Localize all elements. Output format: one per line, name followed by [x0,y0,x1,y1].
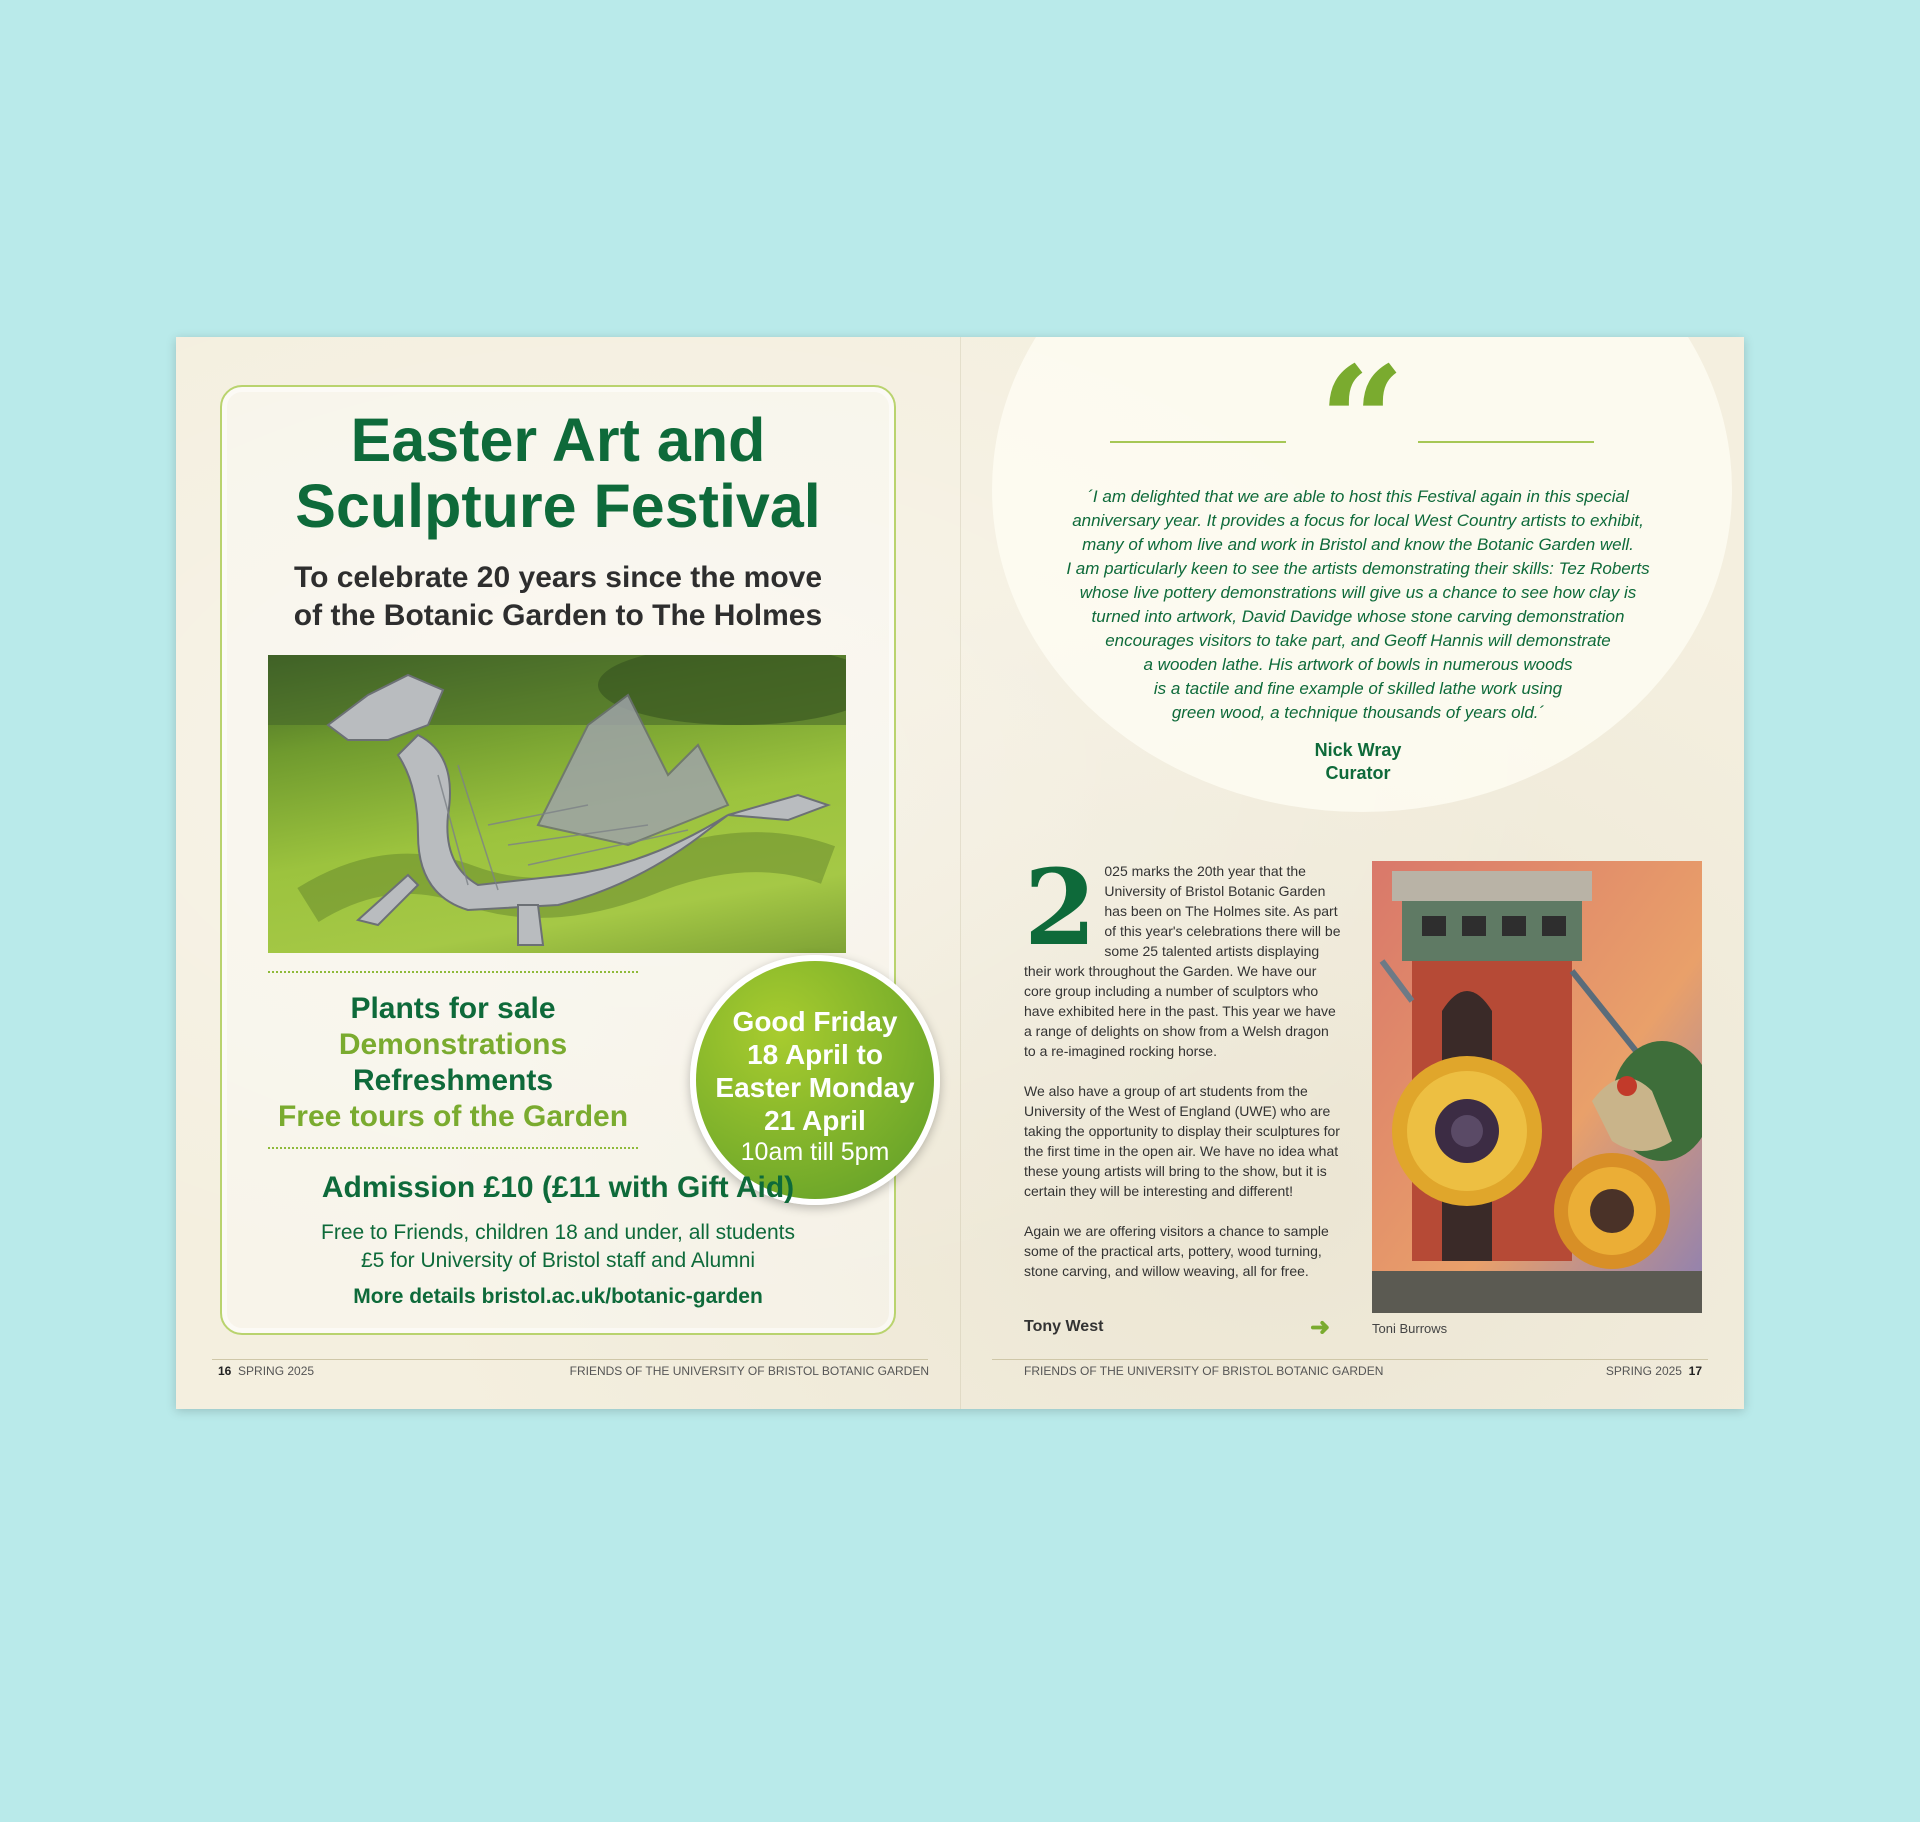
footer-left-page [218,1364,314,1378]
badge-line: Easter Monday [715,1072,915,1103]
subtitle-line-1: To celebrate 20 years since the move [293,561,823,594]
staff-line: £5 for University of Bristol staff and Alumni [360,1249,756,1272]
badge-time: 10am till 5pm [740,1138,890,1166]
issue-label: SPRING 2025 [238,1364,315,1378]
dragon-sculpture-photo [268,655,846,953]
admission-details [222,1219,894,1275]
quote-author-role: Curator [1325,763,1391,783]
quote-rule-left [1110,441,1286,443]
quote-rule-right [1418,441,1594,443]
features-list [248,991,658,1135]
quote-line: encourages visitors to take part, and Geoff Hannis will demonstrate [1105,631,1611,650]
footer-right-title: FRIENDS OF THE UNIVERSITY OF BRISTOL BOTANIC GARDEN [1024,1364,1384,1378]
mosaic-artwork-image [1372,861,1702,1313]
title-line-2: Sculpture Festival [295,472,821,540]
page-number: 16 [218,1364,232,1378]
quote-line: green wood, a technique thousands of years old.´ [1171,703,1545,722]
footer-rule-left [212,1359,928,1360]
page-number: 17 [1688,1364,1702,1378]
quote-line: a wooden lathe. His artwork of bowls in numerous woods [1143,655,1573,674]
feature-item: Refreshments [352,1064,554,1097]
quote-line: whose live pottery demonstrations will give us a chance to see how clay is [1079,583,1637,602]
quote-author-name: Nick Wray [1314,740,1402,760]
paragraph-text: 025 marks the 20th year that the University of Bristol Botanic Garden has been on The Holmes site. As part of this year's celebrations there will be some 25 talented artists displaying their work throughout the Garden. We have our core group including a number of sculptors who have exhibited here in the past. This year we have a range of delights on show from a Welsh dragon to a re-imagined rocking horse. [1024,863,1341,1059]
date-badge [690,955,940,1205]
free-line: Free to Friends, children 18 and under, all students [321,1221,795,1244]
article-byline: Tony West [1024,1318,1104,1335]
quote-line: anniversary year. It provides a focus for local West Country artists to exhibit, [1072,511,1644,530]
title-line-1: Easter Art and [350,406,766,474]
event-panel [220,385,915,1335]
footer-right-page [1476,1364,1702,1378]
arrow-right-icon: ➜ [1310,1314,1331,1341]
curator-quote [1028,485,1688,725]
spine [960,337,961,1409]
quotation-mark-icon: “ [1318,337,1406,510]
feature-item: Free tours of the Garden [277,1100,629,1133]
article-paragraph: We also have a group of art students from the University of the West of England (UWE) who are taking the opportunity to display their sculptures for the first time in the open air. We have no idea what these young artists will bring to the show, but it is certain they will be interesting and different! [1024,1083,1340,1199]
dragon-sculpture-illustration [268,655,846,953]
subtitle-line-2: of the Botanic Garden to The Holmes [293,599,823,632]
badge-line: Good Friday [732,1006,898,1037]
magazine-spread [176,337,1744,1409]
admission-price: Admission £10 (£11 with Gift Aid) [321,1171,795,1204]
quote-line: many of whom live and work in Bristol and know the Botanic Garden well. [1082,535,1634,554]
footer-left-title: FRIENDS OF THE UNIVERSITY OF BRISTOL BOTANIC GARDEN [569,1364,929,1378]
footer-rule-right [992,1359,1708,1360]
divider-bottom [268,1147,638,1149]
issue-label: SPRING 2025 [1605,1364,1682,1378]
festival-subtitle [222,559,894,635]
divider-top [268,971,638,973]
article-paragraph [1024,846,1342,1061]
quote-line: is a tactile and fine example of skilled lathe work using [1153,679,1563,698]
quote-line: turned into artwork, David Davidge whose stone carving demonstration [1091,607,1625,626]
article-paragraph: Again we are offering visitors a chance to sample some of the practical arts, pottery, wood turning, stone carving, and willow weaving, all for free. [1024,1223,1329,1279]
quote-line: I am particularly keen to see the artists demonstrating their skills: Tez Roberts [1066,559,1650,578]
image-caption: Toni Burrows [1372,1321,1448,1336]
mosaic-illustration [1372,861,1702,1313]
quote-line: ´I am delighted that we are able to host this Festival again in this special [1087,487,1629,506]
badge-line: 18 April to [747,1039,883,1070]
drop-cap: 2 [1024,846,1097,969]
feature-item: Demonstrations [338,1028,568,1061]
feature-item: Plants for sale [350,992,556,1025]
festival-title [222,407,894,539]
article-body [1024,846,1342,1301]
more-details-link[interactable]: More details bristol.ac.uk/botanic-garden [353,1285,763,1308]
quote-attribution [1028,739,1688,785]
badge-line: 21 April [764,1105,866,1136]
